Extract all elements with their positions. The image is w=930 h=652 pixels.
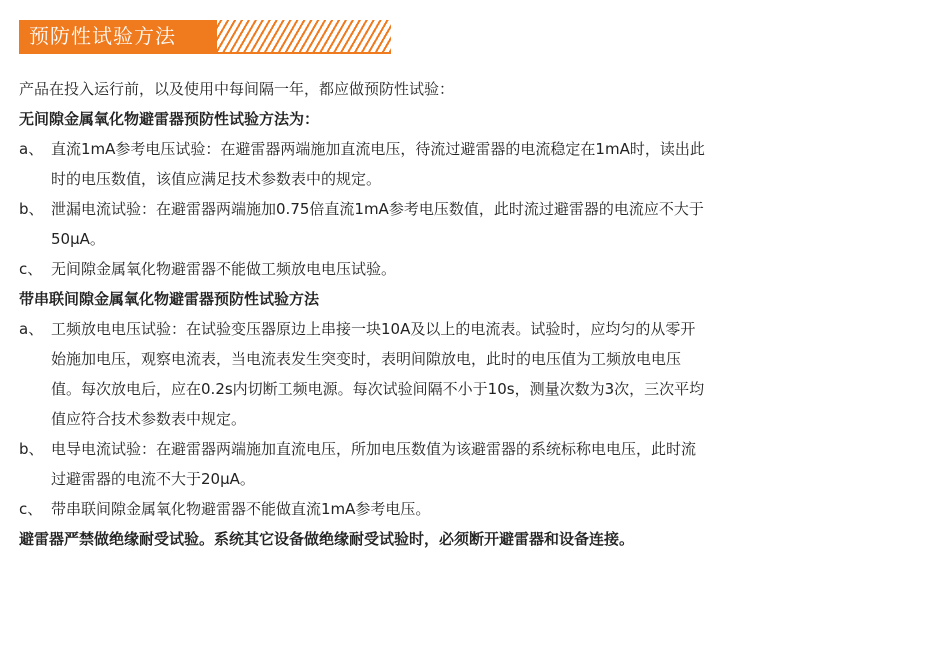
item-marker: b、 — [19, 440, 44, 458]
header-title: 预防性试验方法 — [29, 24, 176, 48]
section1-item-c — [19, 254, 904, 284]
header-stripe-decoration — [217, 20, 391, 52]
item-line: 50μA。 — [51, 230, 105, 248]
item-line: 时的电压数值，该值应满足技术参数表中的规定。 — [51, 170, 382, 188]
section1-item-a — [19, 134, 904, 194]
section1-item-b — [19, 194, 904, 254]
item-line: 值。每次放电后，应在0.2s内切断工频电源。每次试验间隔不小于10s，测量次数为3次，三次平均 — [51, 380, 705, 398]
section2-item-a — [19, 314, 904, 434]
item-line: 过避雷器的电流不大于20μA。 — [51, 470, 255, 488]
item-line: 带串联间隙金属氧化物避雷器不能做直流1mA参考电压。 — [51, 500, 431, 518]
item-marker: a、 — [19, 320, 44, 338]
intro-text: 产品在投入运行前，以及使用中每间隔一年，都应做预防性试验： — [19, 80, 455, 98]
item-line: 直流1mA参考电压试验：在避雷器两端施加直流电压，待流过避雷器的电流稳定在1mA时，读出此 — [51, 140, 705, 158]
item-marker: b、 — [19, 200, 44, 218]
section1-title: 无间隙金属氧化物避雷器预防性试验方法为： — [19, 110, 320, 128]
item-marker: a、 — [19, 140, 44, 158]
item-line: 工频放电电压试验：在试验变压器原边上串接一块10A及以上的电流表。试验时，应均匀的从零开 — [51, 320, 696, 338]
item-line: 值应符合技术参数表中规定。 — [51, 410, 247, 428]
item-marker: c、 — [19, 260, 43, 278]
header-underline — [19, 52, 391, 54]
footer-warning: 避雷器严禁做绝缘耐受试验。系统其它设备做绝缘耐受试验时，必须断开避雷器和设备连接。 — [19, 530, 635, 548]
section2-item-c — [19, 494, 904, 524]
section2-title: 带串联间隙金属氧化物避雷器预防性试验方法 — [19, 290, 320, 308]
section2-item-b — [19, 434, 904, 494]
section-header — [19, 20, 391, 52]
item-line: 电导电流试验：在避雷器两端施加直流电压，所加电压数值为该避雷器的系统标称电电压，此时流 — [51, 440, 697, 458]
item-line: 始施加电压，观察电流表，当电流表发生突变时，表明间隙放电，此时的电压值为工频放电电压 — [51, 350, 682, 368]
document-body — [19, 74, 904, 554]
item-line: 无间隙金属氧化物避雷器不能做工频放电电压试验。 — [51, 260, 397, 278]
header-title-block — [19, 20, 217, 52]
item-marker: c、 — [19, 500, 43, 518]
item-line: 泄漏电流试验：在避雷器两端施加0.75倍直流1mA参考电压数值，此时流过避雷器的电流应不大于 — [51, 200, 704, 218]
